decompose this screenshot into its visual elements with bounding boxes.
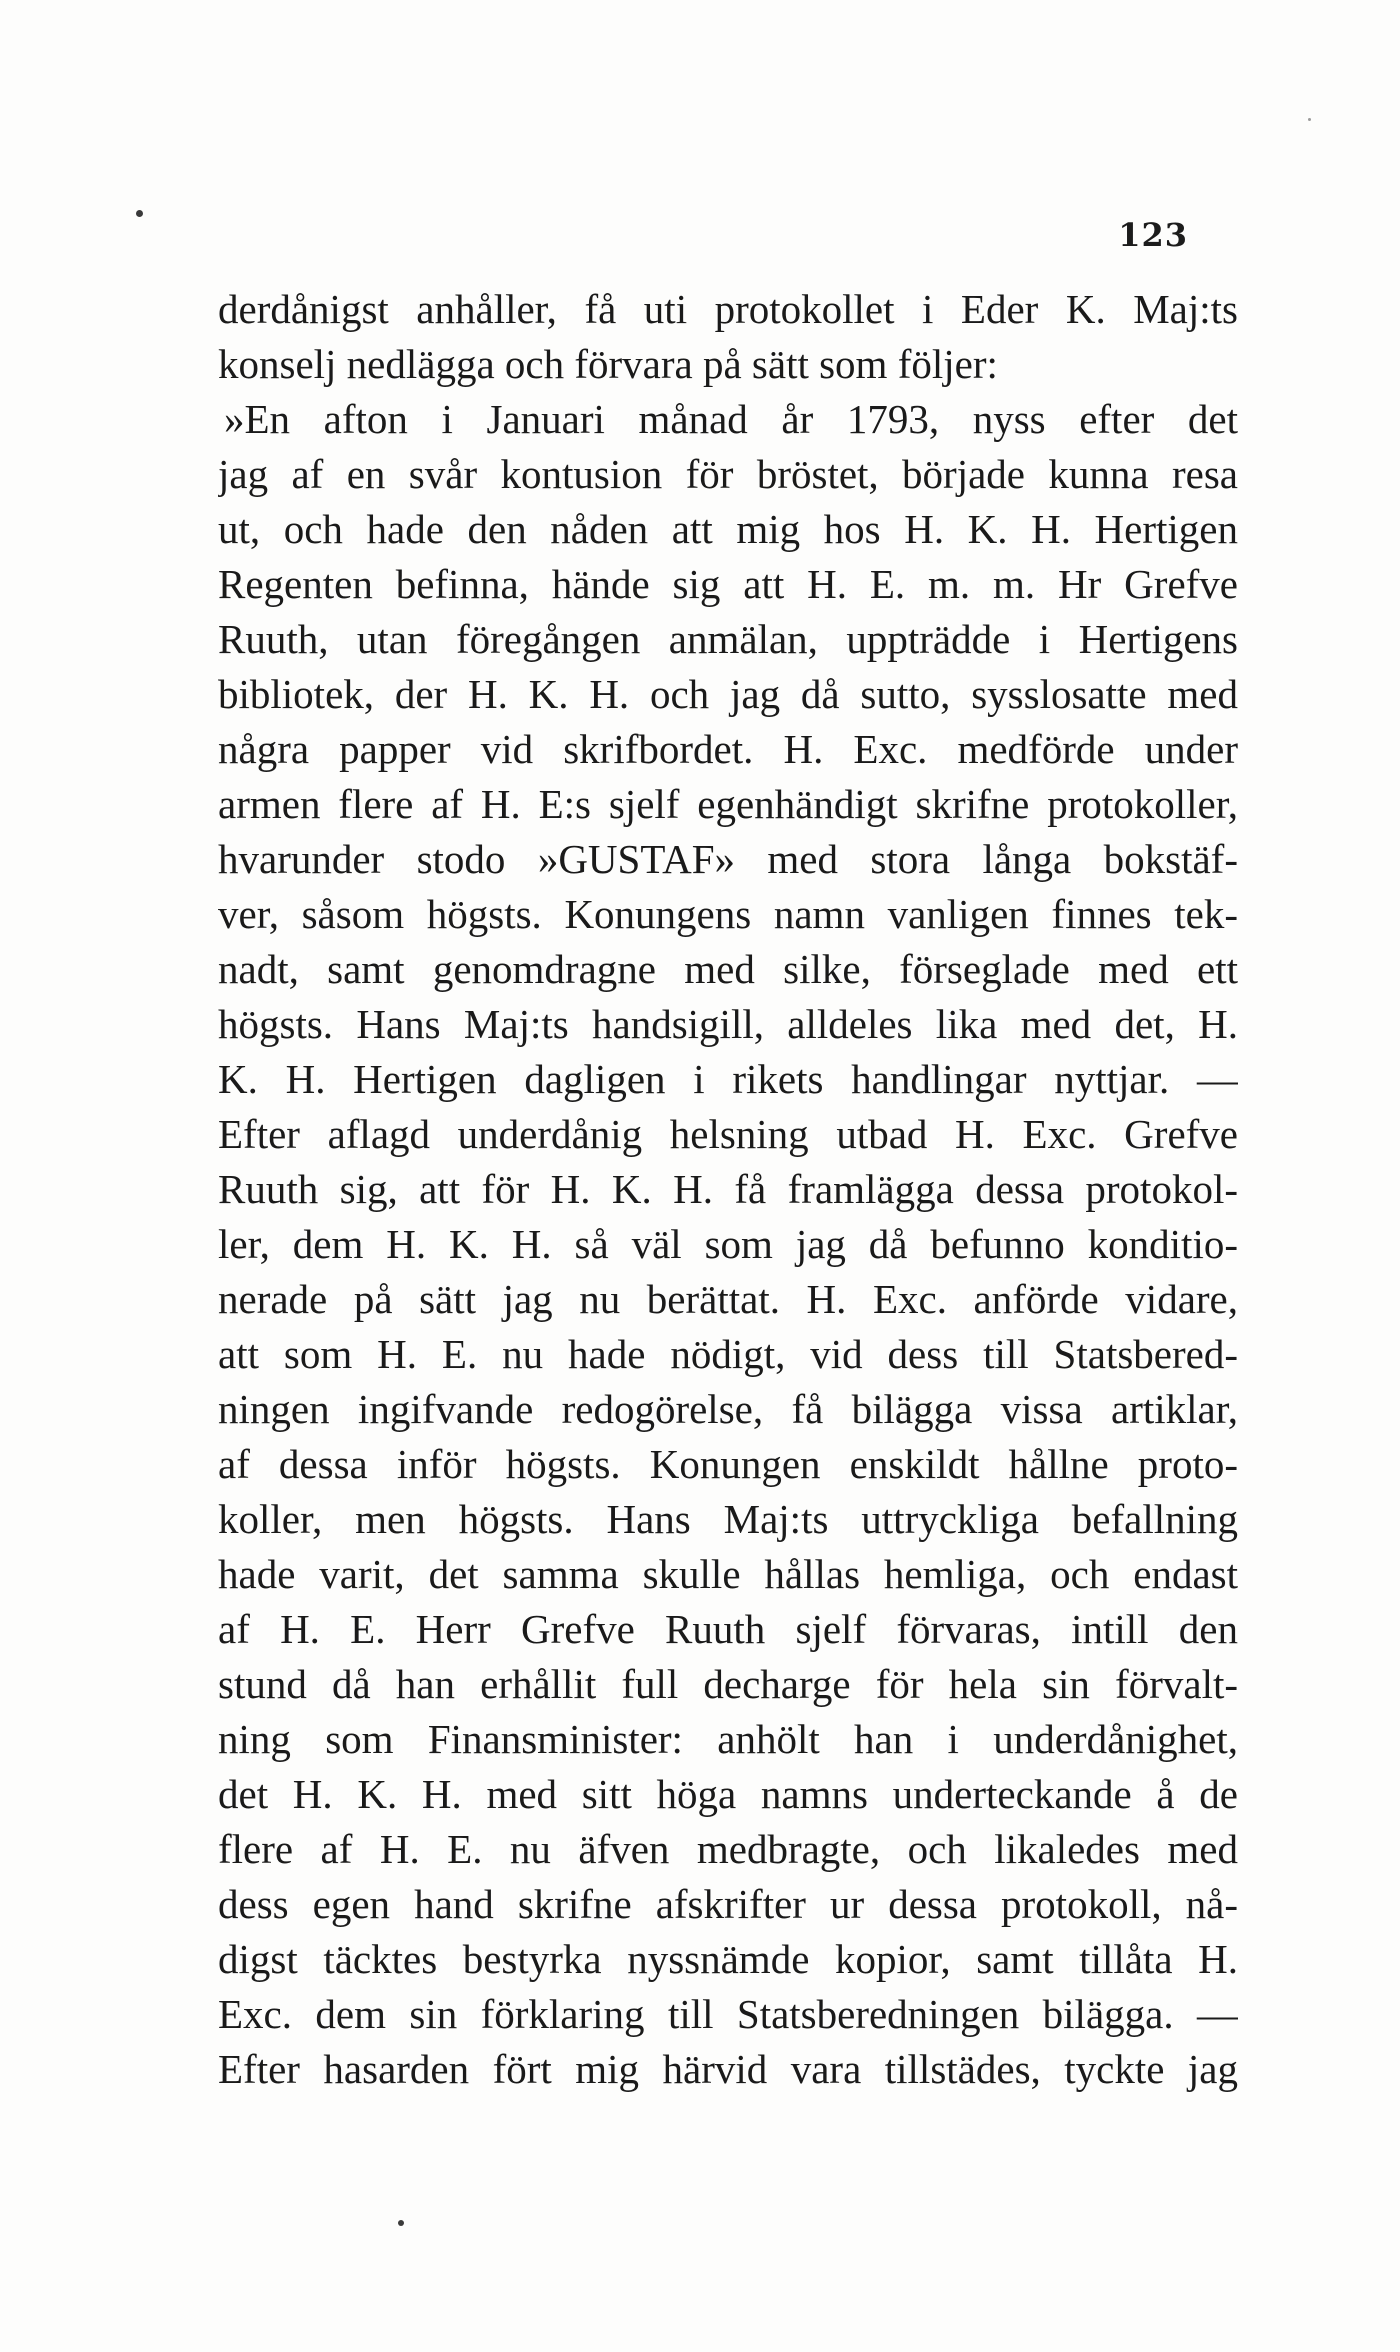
body-text	[218, 282, 1238, 2097]
text-line: flere af H. E. nu äfven medbragte, och likaledes med	[218, 1826, 1238, 1872]
text-line: K. H. Hertigen dagligen i rikets handlingar nyttjar. —	[218, 1056, 1238, 1102]
text-line: »En afton i Januari månad år 1793, nyss efter det	[224, 396, 1238, 442]
text-line: stund då han erhållit full decharge för hela sin förvalt-	[218, 1661, 1238, 1707]
text-line: ut, och hade den nåden att mig hos H. K. H. Hertigen	[218, 506, 1238, 552]
text-line: ningen ingifvande redogörelse, få bilägga vissa artiklar,	[218, 1386, 1238, 1432]
text-line: koller, men högsts. Hans Maj:ts uttryckliga befallning	[218, 1496, 1238, 1542]
ink-speck	[1308, 118, 1311, 121]
text-line: ver, såsom högsts. Konungens namn vanligen finnes tek-	[218, 891, 1238, 937]
text-line: Ruuth sig, att för H. K. H. få framlägga dessa protokol-	[218, 1166, 1238, 1212]
text-line: dess egen hand skrifne afskrifter ur dessa protokoll, nå-	[218, 1881, 1238, 1927]
ink-speck	[398, 2220, 404, 2226]
text-line: högsts. Hans Maj:ts handsigill, alldeles lika med det, H.	[218, 1001, 1238, 1047]
ink-speck	[136, 210, 143, 217]
text-line: hvarunder stodo »GUSTAF» med stora långa bokstäf-	[218, 836, 1238, 882]
text-line: af dessa inför högsts. Konungen enskildt hållne proto-	[218, 1441, 1238, 1487]
text-line: nerade på sätt jag nu berättat. H. Exc. anförde vidare,	[218, 1276, 1238, 1322]
page-number: 123	[1118, 216, 1188, 254]
text-line: hade varit, det samma skulle hållas hemliga, och endast	[218, 1551, 1238, 1597]
text-line: jag af en svår kontusion för bröstet, började kunna resa	[218, 451, 1238, 497]
text-line: digst täcktes bestyrka nyssnämde kopior, samt tillåta H.	[218, 1936, 1238, 1982]
text-line: armen flere af H. E:s sjelf egenhändigt skrifne protokoller,	[218, 781, 1238, 827]
text-line: att som H. E. nu hade nödigt, vid dess till Statsbered-	[218, 1331, 1238, 1377]
text-line: ning som Finansminister: anhölt han i underdånighet,	[218, 1716, 1238, 1762]
text-line: ler, dem H. K. H. så väl som jag då befunno konditio-	[218, 1221, 1238, 1267]
text-line: nadt, samt genomdragne med silke, förseglade med ett	[218, 946, 1238, 992]
text-line: några papper vid skrifbordet. H. Exc. medförde under	[218, 726, 1238, 772]
text-line: Efter hasarden fört mig härvid vara tillstädes, tyckte jag	[218, 2046, 1238, 2092]
text-line: derdånigst anhåller, få uti protokollet i Eder K. Maj:ts	[218, 286, 1238, 332]
text-line: Regenten befinna, hände sig att H. E. m. m. Hr Grefve	[218, 561, 1238, 607]
text-line: af H. E. Herr Grefve Ruuth sjelf förvaras, intill den	[218, 1606, 1238, 1652]
text-line: Efter aflagd underdånig helsning utbad H. Exc. Grefve	[218, 1111, 1238, 1157]
text-line: konselj nedlägga och förvara på sätt som följer:	[218, 341, 998, 387]
text-line: Exc. dem sin förklaring till Statsberedningen bilägga. —	[218, 1991, 1238, 2037]
text-line: Ruuth, utan föregången anmälan, uppträdde i Hertigens	[218, 616, 1238, 662]
text-line: det H. K. H. med sitt höga namns underteckande å de	[218, 1771, 1238, 1817]
text-line: bibliotek, der H. K. H. och jag då sutto, sysslosatte med	[218, 671, 1238, 717]
